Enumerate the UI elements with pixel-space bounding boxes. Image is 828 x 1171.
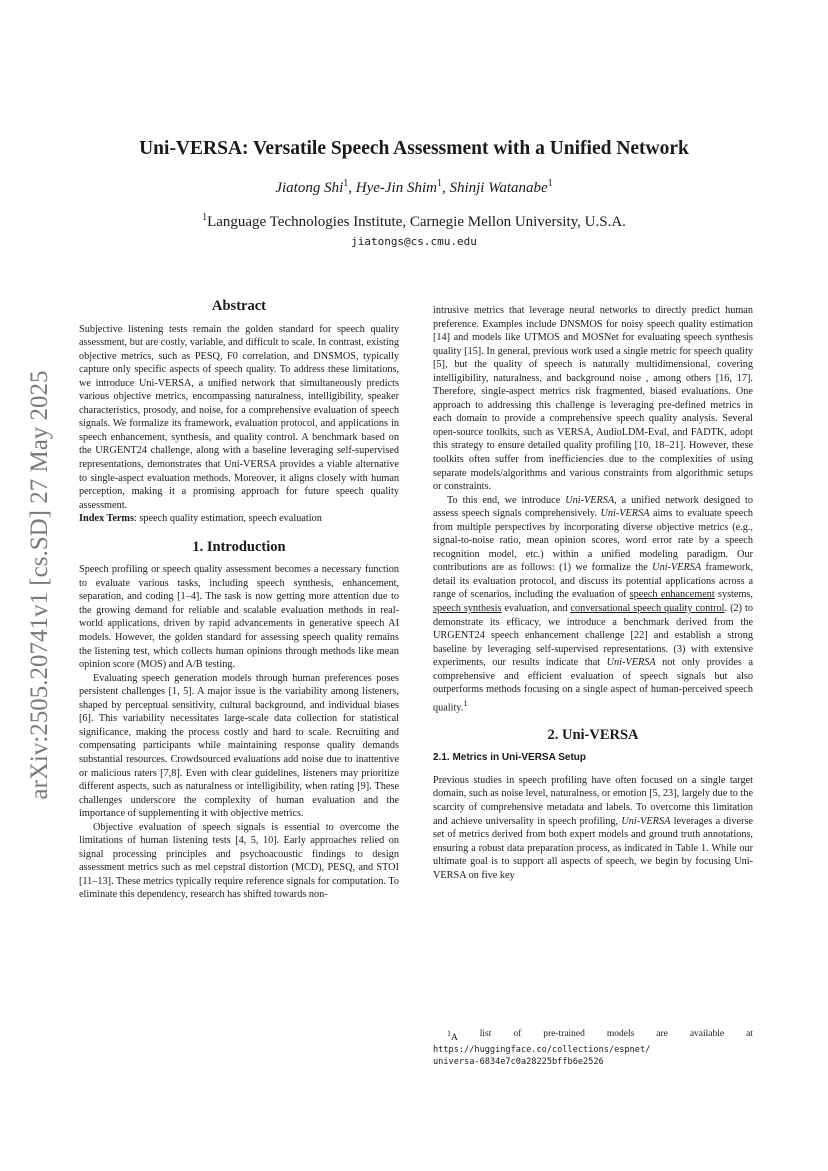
link-speech-synthesis[interactable]: speech synthesis [433,603,502,615]
paragraph: intrusive metrics that leverage neural networks to directly predict human preference. Examples include DNSMOS for noisy speech quality estimation [14] and models like UTMOS and MOSNet for evaluating speech synthesis quality [15]. In general, previous work used a single metric for speech quality [5], but the quality of speech is naturally multidimensional, covering intelligibility, naturalness, and background noise , among others [16, 17]. Therefore, single-aspect metrics risk fragmented, biased evaluations. One approach to addressing this challenge is leveraging pre-defined metrics in each domain to provide a comprehensive speech quality analysis. Several open-source toolkits, such as VERSA, AudioLDM-Eval, and FADTK, adopt this strategy to ensure detailed quality profiling [10, 18–21]. However, these toolkits often suffer from inefficiencies due to the complexities of using separate models/algorithms and various constraints from algorithmic setups or constraints. [433,305,753,493]
paragraph: Previous studies in speech profiling have often focused on a single target domain, such as noise level, naturalness, or emotion [5, 23], largely due to the scarcity of comprehensive metadata and labels. To overcome this limitation and achieve universality in speech profiling, Uni-VERSA leverages a diverse set of metrics derived from both expert models and ground truth annotations, ensuring a robust data preparation process, as indicated in Table 1. While our ultimate goal is to support all aspects of speech, we begin by focusing Uni-VERSA on five key [433,774,753,881]
paragraph: Objective evaluation of speech signals is essential to overcome the limitations of human listening tests [4, 5, 10]. Early approaches relied on signal processing principles and psychoacoustic findings to design assessment metrics such as mel cepstral distortion (MCD), PESQ, and STOI [11–13]. These metrics typically require reference signals for computation. To eliminate this dependency, research has shifted towards non- [79,821,399,901]
model-name: Uni-VERSA [621,815,671,827]
left-column [79,300,399,902]
index-terms-text: : speech quality estimation, speech evaluation [133,513,322,525]
footnote-ref[interactable]: 1 [463,697,468,708]
model-name: Uni-VERSA [565,494,615,506]
arxiv-id: arXiv:2505.20741v1 [cs.SD] 27 May 2025 [26,370,53,800]
index-terms [79,512,399,526]
affiliation-text: Language Technologies Institute, Carnegie Mellon University, U.S.A. [207,214,626,230]
author-list: Jiatong Shi$^1$, Hye-Jin Shim$^1$, Shinji Watanabe$^1$ [275,178,553,196]
arxiv-stamp [20,340,60,830]
abstract-heading: Abstract [212,298,266,314]
section-heading-universa: 2. Uni-VERSA [547,726,639,743]
abstract-text: Subjective listening tests remain the golden standard for speech quality assessment, but are costly, variable, and difficult to scale. In contrast, existing objective metrics, such as PESQ, F0 correlation, and DNSMOS, typically capture only specific aspects of speech quality. To address these limitations, we introduce Uni-VERSA, a unified network that simultaneously predicts various objective metrics, encompassing naturalness, intelligibility, speaker characteristics, prosody, and noise, for a comprehensive evaluation of speech signals. We formalize its framework, evaluation protocol, and applications in speech enhancement, synthesis, and quality control. A benchmark based on the URGENT24 challenge, along with a baseline leveraging self-supervised representations, demonstrates that Uni-VERSA provides a viable alternative to single-aspect evaluation methods. Moreover, it aligns closely with human perception, making it a promising approach for future speech quality assessment. [79,323,399,511]
section-heading-introduction: 1. Introduction [192,538,286,555]
author-name: Jiatong Shi [275,180,344,196]
author-name: Shinji Watanabe [449,180,548,196]
author-name: Hye-Jin Shim [355,180,437,196]
model-name: Uni-VERSA [606,657,656,669]
index-terms-label: Index Terms [79,513,134,525]
model-name: Uni-VERSA [600,508,650,520]
footnote-mark: 1 [447,1029,451,1038]
right-column [433,304,753,882]
author-email[interactable]: jiatongs@cs.cmu.edu [351,235,477,248]
footnote [433,1028,753,1068]
model-name: Uni-VERSA [652,562,702,574]
footnote-line: $^1$A list of pre-trained models are available at [447,1029,753,1044]
paragraph: Speech profiling or speech quality assessment becomes a necessary function to evaluate various tasks, including speech synthesis, enhancement, separation, and coding [1–4]. The task is now getting more attention due to the growing demand for reliable and scalable evaluation methods in real-world applications, driven by rapid advancements in generative speech AI models. However, the golden standard for assessing speech quality remains the listening test, which collects human opinions through methods like mean opinion score (MOS) and A/B testing. [79,564,399,671]
affiliation [0,212,828,231]
author-affil-mark: 1 [343,178,349,189]
link-conversational-quality[interactable]: conversational speech quality control [570,603,725,615]
paragraph: Evaluating speech generation models through human preferences poses persistent challenges [1, 5]. A major issue is the variability among listeners, shaped by perceptual sensitivity, cultural background, and individual biases [6]. This variability necessitates large-scale data collection for statistical significance, making the process costly and hard to scale. Recruiting and compensating participants while maintaining response quality demands substantial resources. Crowdsourced evaluations add noise due to inattentive or malicious raters [7,8]. Even with clear guidelines, listeners may prioritize different aspects, such as naturalness or intelligibility, when rating [9]. These challenges underscore the complexity of human evaluation and the importance of supplementing it with objective metrics. [79,672,399,820]
footnote-url[interactable]: https://huggingface.co/collections/espnet/ [433,1045,651,1056]
subsection-heading: 2.1. Metrics in Uni-VERSA Setup [433,752,586,764]
author-affil-mark: 1 [436,178,442,189]
author-affil-mark: 1 [547,178,553,189]
link-speech-enhancement[interactable]: speech enhancement [629,589,715,601]
paragraph: To this end, we introduce Uni-VERSA, a unified network designed to assess speech signals comprehensively. Uni-VERSA aims to evaluate speech from multiple perspectives by incorporating diverse objective metrics (e.g., signal-to-noise ratio, mean opinion scores, word error rate by a speech recognition model, etc.) within a unified modeling paradigm. Our contributions are as follows: (1) we formalize the Uni-VERSA framework, detail its evaluation protocol, and discuss its potential applications across a range of scenarios, including the evaluation of speech enhancement systems, speech synthesis evaluation, and conversational speech quality control. (2) to demonstrate its efficacy, we introduce a benchmark derived from the URGENT24 speech enhancement challenge [22] and establish a strong baseline by leveraging self-supervised representations. (3) with extensive experiments, our results indicate that Uni-VERSA not only provides a comprehensive and efficient evaluation of speech signals but also outperforms methods focusing on a single aspect of human-perceived speech quality.$^1$ [433,494,754,714]
paper-title: Uni-VERSA: Versatile Speech Assessment with a Unified Network [139,138,689,159]
affiliation-mark: 1 [202,212,208,223]
footnote-url[interactable]: universa-6834e7c0a28225bffb6e2526 [433,1057,604,1068]
